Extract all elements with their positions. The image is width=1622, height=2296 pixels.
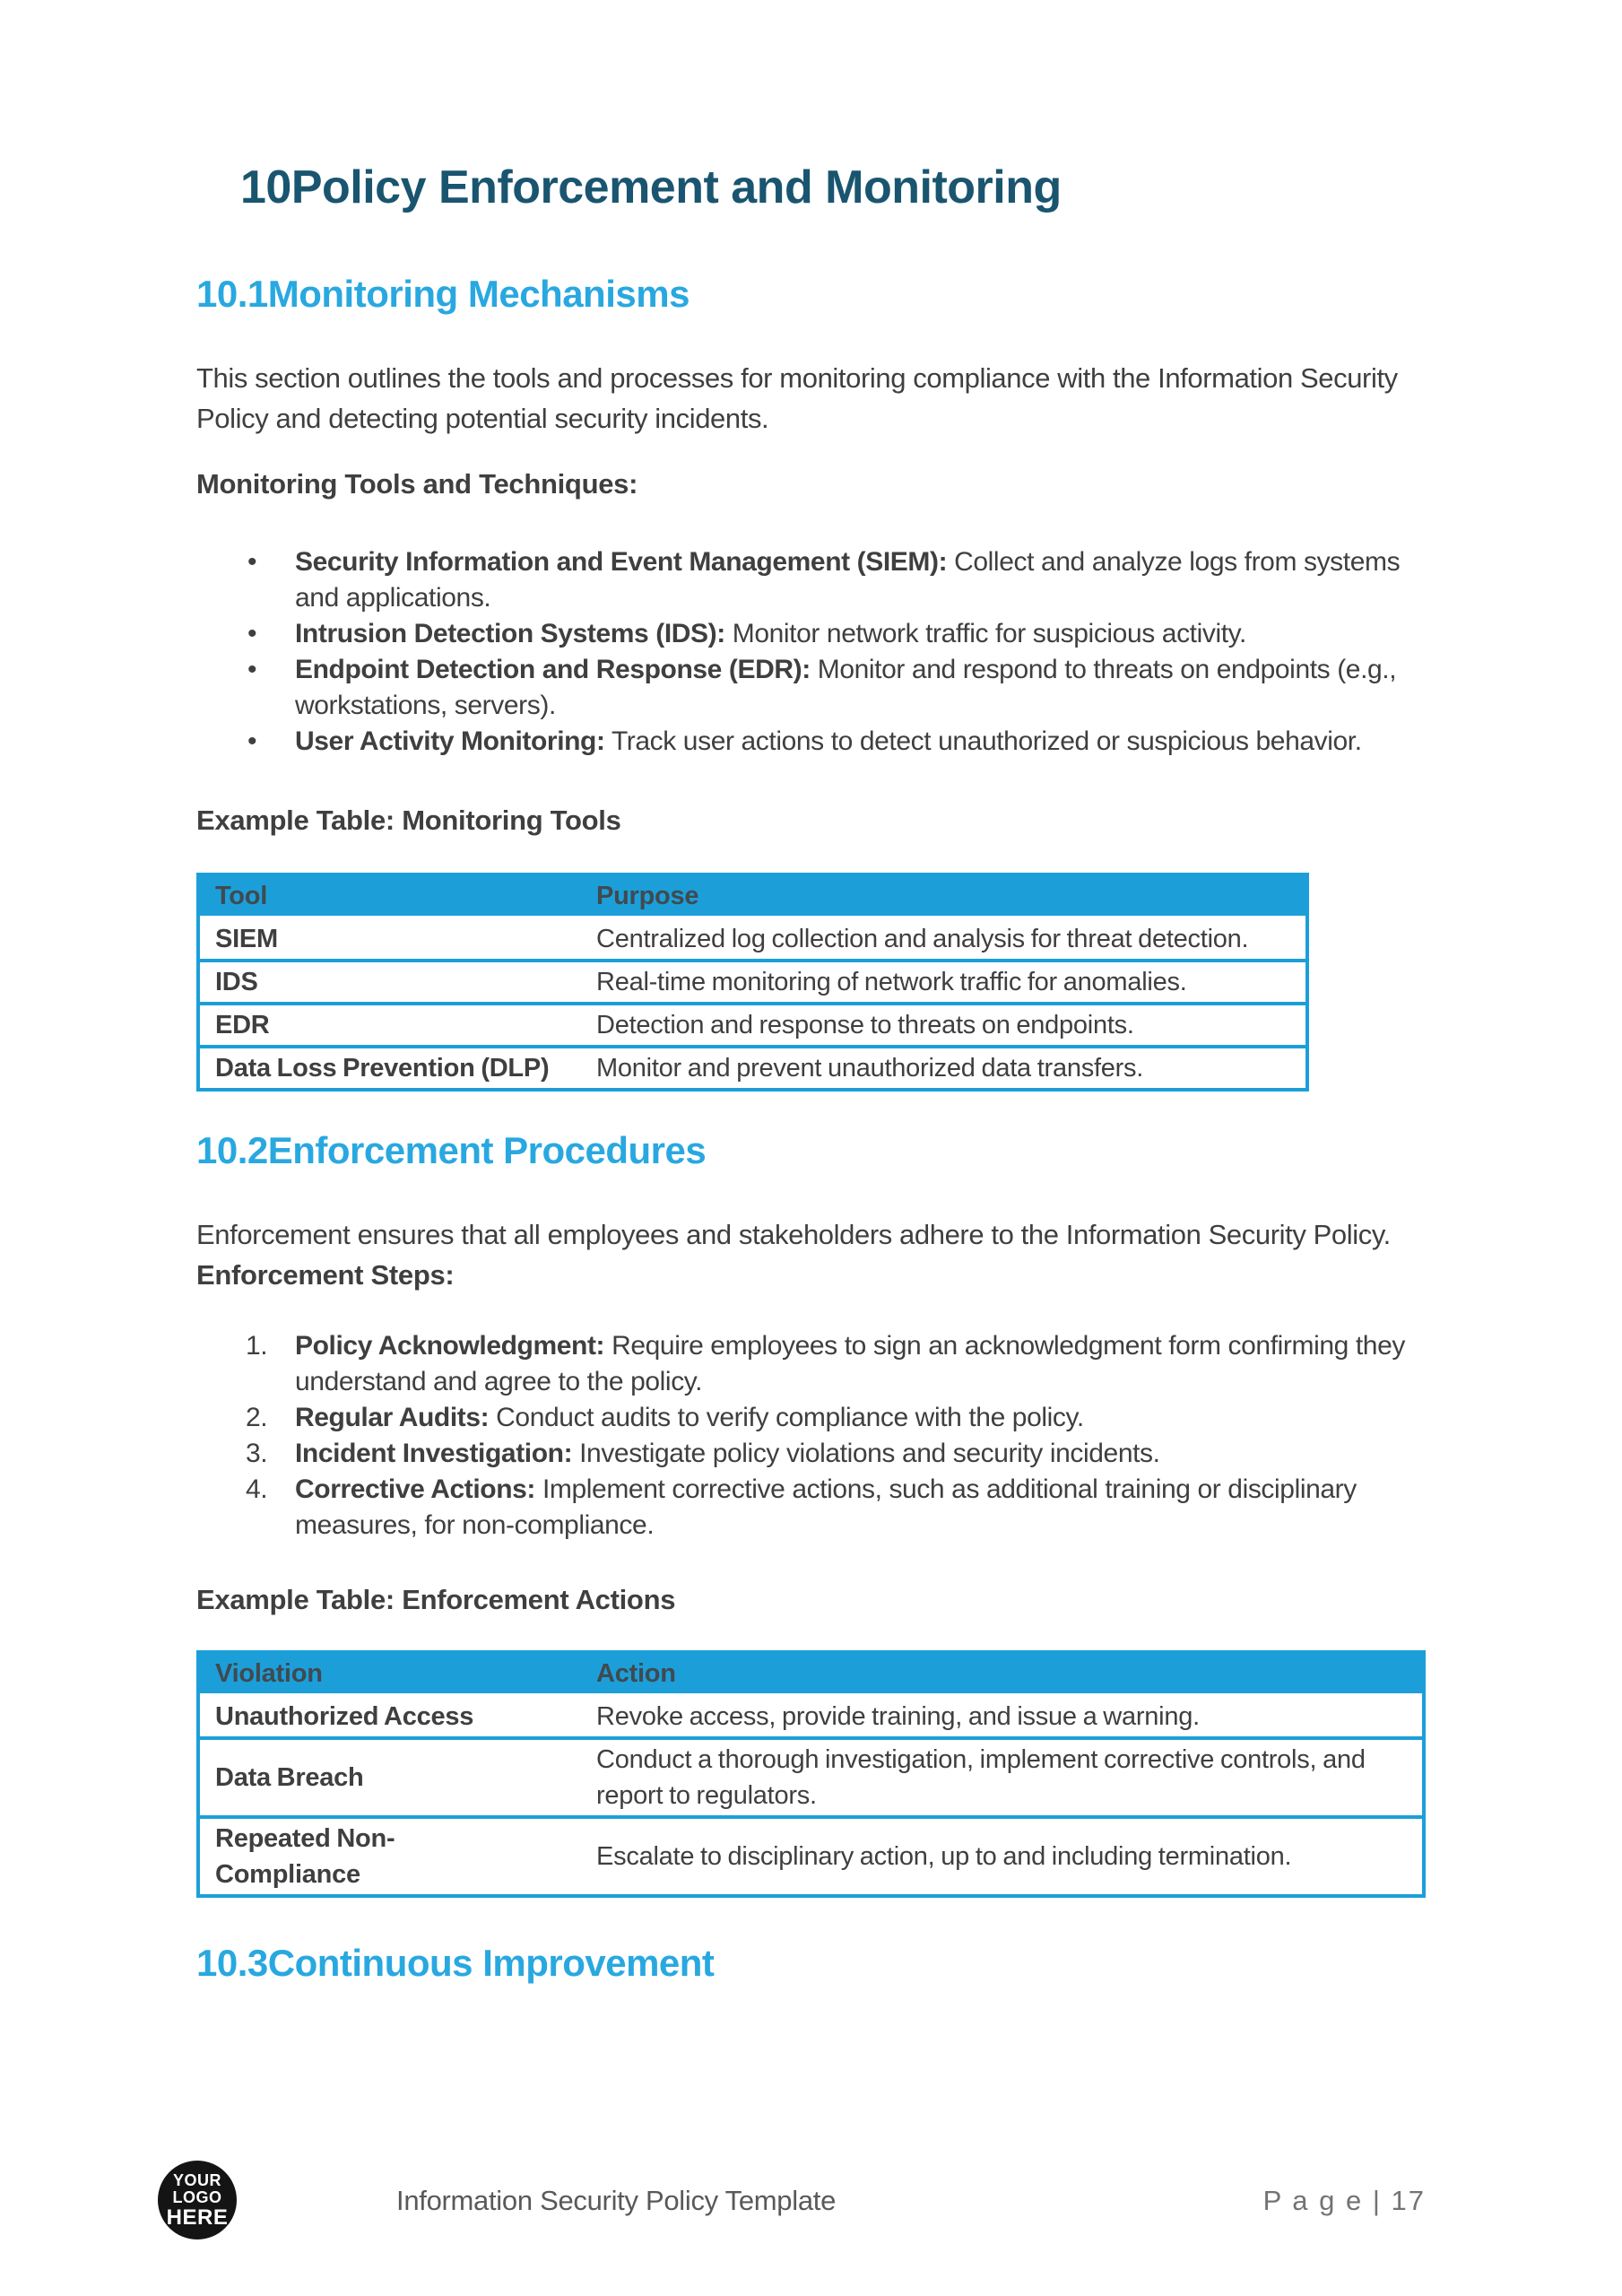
enforcement-intro-paragraph: Enforcement ensures that all employees and stakeholders adhere to the Information Security Policy.	[196, 1219, 1391, 1250]
section-intro-paragraph: This section outlines the tools and processes for monitoring compliance with the Information Security Policy and detecting potential security incidents.	[196, 362, 1398, 434]
section-heading-10-1: 10.1Monitoring Mechanisms	[196, 273, 690, 315]
column-header-violation: Violation	[200, 1654, 581, 1697]
cell-tool: SIEM	[200, 919, 581, 959]
footer-document-title: Information Security Policy Template	[396, 2185, 837, 2216]
table-caption-monitoring: Example Table: Monitoring Tools	[196, 804, 621, 836]
cell-tool: EDR	[200, 1002, 581, 1045]
bullet-desc: Collect and analyze logs from systems and applications.	[295, 547, 1401, 613]
logo-line: HERE	[166, 2205, 229, 2230]
bullet-desc: Monitor and respond to threats on endpoints (e.g., workstations, servers).	[295, 655, 1397, 720]
numbered-item	[196, 1328, 1426, 1400]
cell-purpose: Centralized log collection and analysis for threat detection.	[581, 919, 1305, 959]
item-number: 1.	[246, 1331, 268, 1361]
cell-purpose: Detection and response to threats on endpoints.	[581, 1002, 1305, 1045]
table-header-row	[200, 1654, 1422, 1697]
cell-action: Conduct a thorough investigation, implement corrective controls, and report to regulators.	[581, 1736, 1422, 1815]
monitoring-bullet-list	[196, 544, 1426, 760]
section-heading-10-2: 10.2Enforcement Procedures	[196, 1129, 707, 1171]
column-header-action: Action	[581, 1654, 1422, 1697]
bullet-item	[196, 544, 1426, 616]
cell-tool: IDS	[200, 959, 581, 1002]
page-title: 10Policy Enforcement and Monitoring	[240, 161, 1062, 213]
numbered-item	[196, 1400, 1426, 1436]
item-desc: Implement corrective actions, such as additional training or disciplinary measures, for non-compliance.	[295, 1474, 1357, 1540]
cell-action: Revoke access, provide training, and issue a warning.	[581, 1697, 1422, 1736]
bullet-item	[196, 652, 1426, 724]
enforcement-steps-list	[196, 1328, 1426, 1544]
table-row	[200, 1002, 1305, 1045]
column-header-purpose: Purpose	[581, 876, 1305, 919]
cell-action: Escalate to disciplinary action, up to and including termination.	[581, 1815, 1422, 1894]
bullet-term: Security Information and Event Management (SIEM):	[295, 547, 948, 577]
bullet-item	[196, 724, 1426, 760]
table-row	[200, 1045, 1305, 1088]
item-desc: Conduct audits to verify compliance with the policy.	[496, 1403, 1084, 1432]
item-term: Corrective Actions:	[295, 1474, 536, 1504]
cell-violation: Repeated Non-Compliance	[200, 1815, 581, 1894]
cell-purpose: Real-time monitoring of network traffic for anomalies.	[581, 959, 1305, 1002]
table-row	[200, 919, 1305, 959]
table-caption-enforcement: Example Table: Enforcement Actions	[196, 1584, 676, 1615]
cell-violation: Unauthorized Access	[200, 1697, 581, 1736]
logo-line: YOUR	[172, 2170, 221, 2189]
numbered-item	[196, 1472, 1426, 1544]
bullet-item	[196, 616, 1426, 652]
monitoring-tools-table	[196, 873, 1309, 1091]
item-number: 3.	[246, 1439, 268, 1468]
item-desc: Require employees to sign an acknowledgment form confirming they understand and agree to the policy.	[295, 1331, 1405, 1396]
table-row	[200, 959, 1305, 1002]
bullet-term: Intrusion Detection Systems (IDS):	[295, 619, 725, 648]
monitoring-tools-label: Monitoring Tools and Techniques:	[196, 468, 638, 500]
numbered-item	[196, 1436, 1426, 1472]
enforcement-steps-label: Enforcement Steps:	[196, 1259, 455, 1291]
cell-violation: Data Breach	[200, 1736, 581, 1815]
item-number: 2.	[246, 1403, 268, 1432]
bullet-term: Endpoint Detection and Response (EDR):	[295, 655, 811, 684]
logo-line: LOGO	[172, 2187, 222, 2206]
item-number: 4.	[246, 1474, 268, 1504]
table-row	[200, 1736, 1422, 1815]
page-number: P a g e | 17	[1262, 2185, 1426, 2216]
enforcement-actions-table	[196, 1650, 1426, 1898]
table-row	[200, 1697, 1422, 1736]
table-header-row	[200, 876, 1305, 919]
item-desc: Investigate policy violations and security incidents.	[579, 1439, 1160, 1468]
item-term: Policy Acknowledgment:	[295, 1331, 605, 1361]
bullet-desc: Track user actions to detect unauthorized or suspicious behavior.	[611, 726, 1362, 756]
item-term: Incident Investigation:	[295, 1439, 573, 1468]
table-row	[200, 1815, 1422, 1894]
your-logo-here-badge	[158, 2161, 237, 2239]
cell-tool: Data Loss Prevention (DLP)	[200, 1045, 581, 1088]
cell-purpose: Monitor and prevent unauthorized data transfers.	[581, 1045, 1305, 1088]
column-header-tool: Tool	[200, 876, 581, 919]
item-term: Regular Audits:	[295, 1403, 490, 1432]
section-heading-10-3: 10.3Continuous Improvement	[196, 1942, 715, 1984]
bullet-desc: Monitor network traffic for suspicious activity.	[732, 619, 1246, 648]
bullet-term: User Activity Monitoring:	[295, 726, 605, 756]
